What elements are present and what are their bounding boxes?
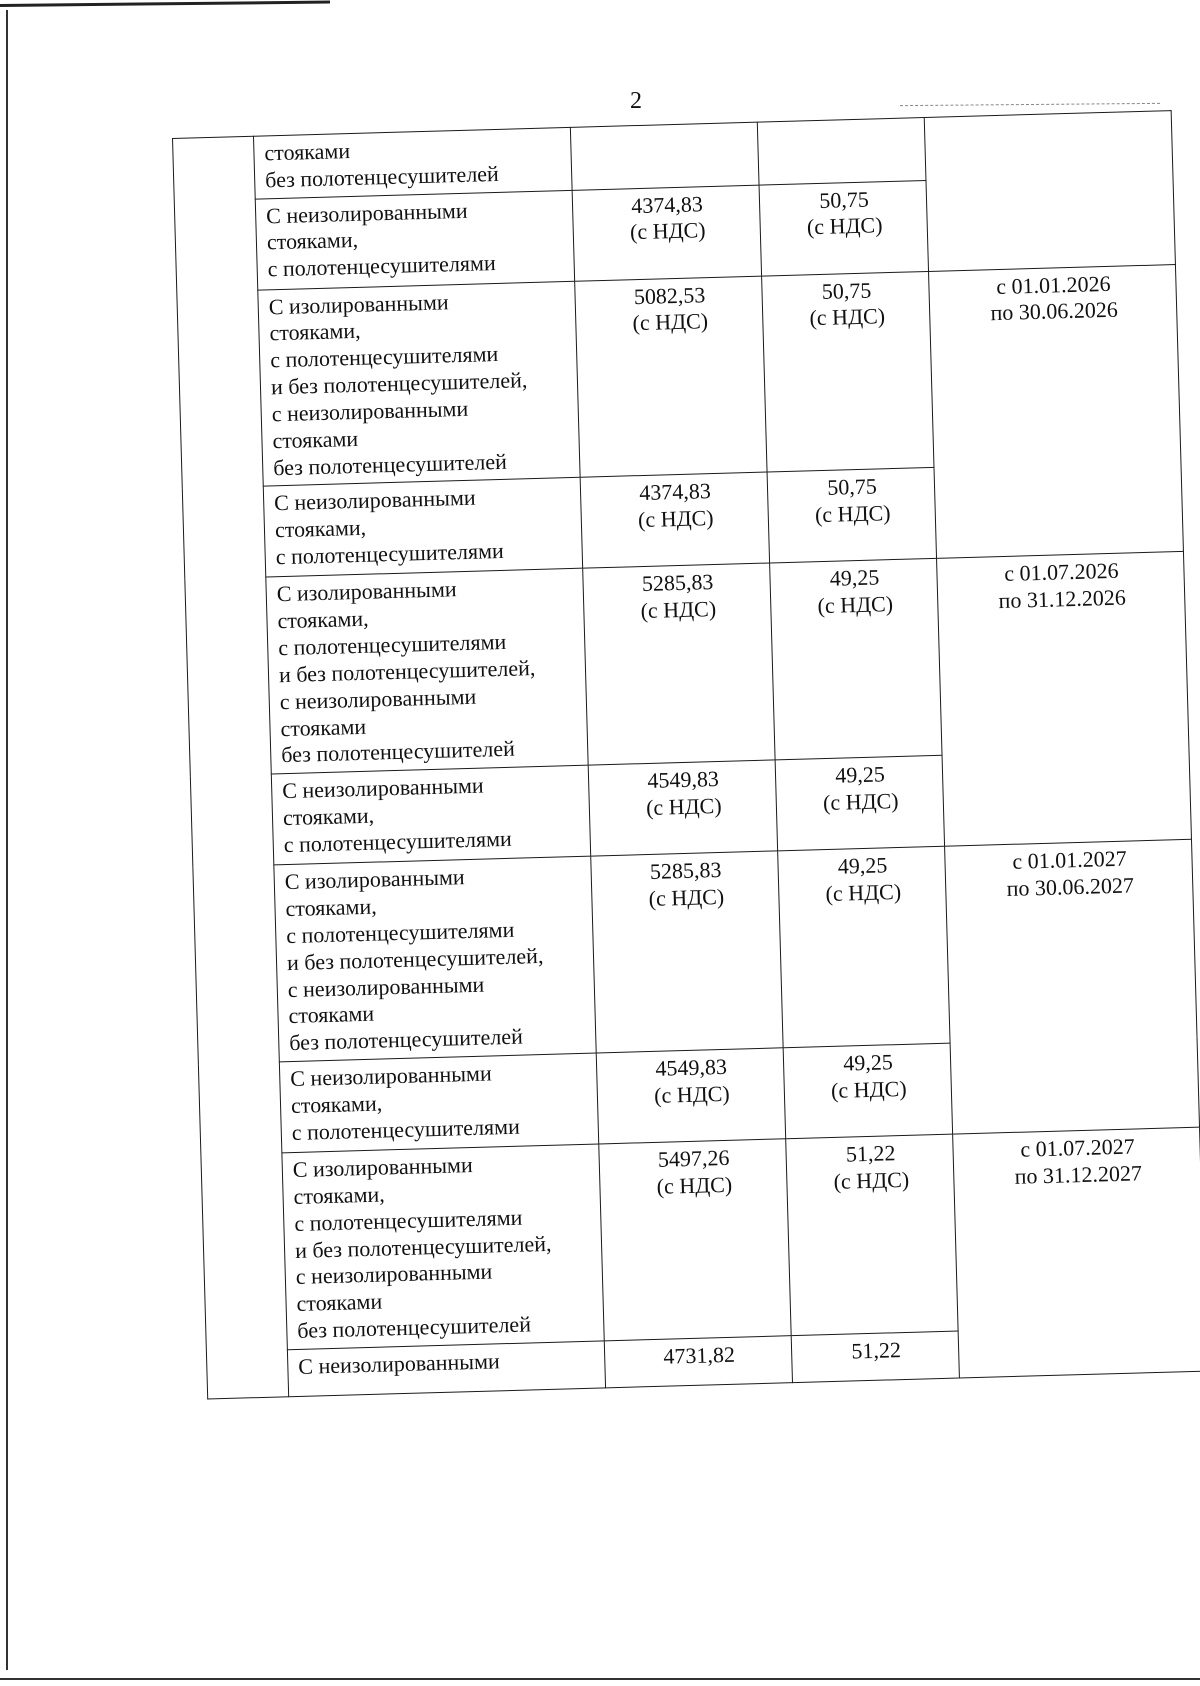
table-row — [193, 840, 1197, 1065]
description-line: с полотенцесушителями — [285, 916, 515, 949]
volume-cell — [759, 180, 928, 276]
description-line: стояками, — [285, 893, 377, 922]
description-cell — [282, 1144, 604, 1350]
price-value: 4549,83 — [655, 1053, 728, 1081]
table-row — [201, 1127, 1200, 1352]
description-line: С изолированными — [268, 289, 449, 320]
period-to: по 31.12.2027 — [1014, 1160, 1143, 1189]
price-value: 5082,53 — [633, 281, 706, 309]
price-cell — [599, 1139, 791, 1341]
vat-note: (с НДС) — [814, 500, 891, 528]
period-cell — [924, 111, 1175, 271]
volume-cell — [783, 1043, 952, 1139]
description-line: стояками — [296, 1288, 383, 1317]
volume-cell — [770, 559, 942, 760]
price-value: 5285,83 — [641, 569, 714, 597]
description-line: С неизолированными — [281, 772, 484, 804]
description-line: с полотенцесушителями — [283, 825, 513, 858]
volume-cell — [757, 117, 926, 184]
vat-note: (с НДС) — [656, 1171, 733, 1199]
description-line: без полотенцесушителей — [296, 1311, 532, 1343]
volume-value: 49,25 — [842, 1049, 894, 1076]
description-line: с неизолированными — [279, 683, 477, 714]
scan-edge-dash — [900, 103, 1160, 106]
description-cell — [263, 478, 582, 578]
volume-value: 49,25 — [837, 852, 888, 879]
price-cell — [572, 185, 761, 281]
price-value: 5285,83 — [649, 857, 722, 885]
description-line: стояками — [280, 713, 367, 741]
description-line: с полотенцесушителями — [291, 1113, 521, 1145]
description-line: и без полотенцесушителей, — [294, 1230, 552, 1263]
description-line: стояками — [288, 1001, 375, 1029]
price-cell — [588, 760, 777, 856]
period-to: по 30.06.2026 — [990, 297, 1119, 326]
description-line: без полотенцесушителей — [264, 160, 500, 193]
price-cell — [604, 1336, 792, 1388]
period-to: по 30.06.2027 — [1006, 872, 1135, 902]
vat-note: (с НДС) — [632, 308, 709, 336]
document-sheet — [172, 110, 1200, 1399]
volume-cell — [786, 1134, 958, 1335]
description-line: С неизолированными — [265, 197, 468, 229]
period-cell — [937, 552, 1192, 847]
description-line: и без полотенцесушителей, — [286, 942, 544, 975]
vat-note: (с НДС) — [653, 1080, 730, 1108]
scan-edge-left — [6, 10, 8, 1670]
description-line: с полотенцесушителями — [293, 1204, 523, 1236]
description-line: стояками — [264, 138, 351, 166]
table-row — [177, 264, 1181, 489]
period-from: с 01.01.2027 — [1012, 845, 1127, 875]
volume-value: 50,75 — [826, 473, 878, 501]
description-line: с полотенцесушителями — [269, 341, 499, 373]
price-cell — [575, 276, 767, 478]
description-cell — [279, 1053, 598, 1153]
period-from: с 01.07.2026 — [1004, 558, 1119, 587]
description-line: стояками, — [282, 802, 375, 831]
description-line: стояками — [272, 425, 359, 454]
period-to: по 31.12.2026 — [998, 584, 1127, 614]
description-line: С изолированными — [284, 864, 465, 895]
period-cell — [929, 264, 1184, 559]
description-cell — [274, 856, 596, 1062]
description-line: С неизолированными — [273, 485, 476, 516]
volume-value: 50,75 — [818, 186, 870, 213]
price-cell — [580, 472, 769, 568]
volume-cell — [791, 1331, 959, 1383]
vat-note: (с НДС) — [833, 1166, 910, 1194]
price-cell — [570, 122, 759, 190]
vat-note: (с НДС) — [645, 792, 722, 821]
description-line: без полотенцесушителей — [288, 1023, 524, 1056]
vat-note: (с НДС) — [830, 1075, 907, 1103]
period-cell — [953, 1127, 1200, 1378]
description-line: с неизолированными — [271, 395, 469, 427]
price-value: 4731,82 — [663, 1341, 736, 1369]
vat-note: (с НДС) — [825, 879, 902, 907]
vat-note: (с НДС) — [640, 596, 717, 624]
vat-note: (с НДС) — [629, 217, 706, 245]
description-line: стояками, — [293, 1181, 386, 1209]
vat-note: (с НДС) — [648, 883, 725, 912]
vat-note: (с НДС) — [806, 212, 883, 240]
description-line: без полотенцесушителей — [272, 448, 508, 480]
period-from: с 01.01.2026 — [995, 270, 1111, 299]
description-cell — [287, 1341, 605, 1397]
volume-cell — [778, 846, 950, 1047]
volume-value: 51,22 — [851, 1336, 902, 1364]
vat-note: (с НДС) — [822, 788, 899, 816]
description-cell — [253, 127, 572, 198]
description-line: с полотенцесушителями — [277, 628, 507, 661]
description-line: С неизолированными — [289, 1060, 492, 1092]
description-line: стояками, — [290, 1090, 383, 1118]
description-line: стояками, — [277, 605, 369, 634]
price-value: 4549,83 — [647, 766, 720, 794]
description-line: с неизолированными — [287, 971, 485, 1002]
price-value: 4374,83 — [630, 190, 704, 218]
description-cell — [258, 281, 580, 487]
volume-value: 49,25 — [829, 564, 880, 592]
volume-cell — [762, 271, 934, 472]
description-line: С неизолированными — [297, 1348, 501, 1379]
description-cell — [271, 765, 590, 865]
description-line: с полотенцесушителями — [267, 250, 497, 282]
price-value: 4374,83 — [638, 478, 712, 506]
tariff-table — [172, 110, 1200, 1399]
description-line: стояками, — [266, 227, 359, 255]
vat-note: (с НДС) — [817, 591, 894, 619]
scan-edge-top — [0, 1, 330, 7]
description-line: стояками, — [274, 515, 367, 543]
description-cell — [266, 569, 588, 775]
period-cell — [945, 840, 1200, 1135]
volume-value: 51,22 — [845, 1140, 896, 1167]
price-cell — [596, 1048, 785, 1144]
description-cell — [255, 190, 574, 290]
description-line: с полотенцесушителями — [275, 538, 505, 570]
description-line: С изолированными — [292, 1152, 473, 1183]
description-line: и без полотенцесушителей, — [270, 367, 528, 400]
scan-edge-bottom — [0, 1678, 1200, 1680]
price-cell — [591, 851, 783, 1053]
description-line: и без полотенцесушителей, — [278, 655, 536, 688]
volume-value: 50,75 — [821, 277, 872, 304]
description-line: с неизолированными — [295, 1258, 493, 1290]
vat-note: (с НДС) — [637, 505, 714, 533]
vat-note: (с НДС) — [809, 303, 886, 331]
description-line: С изолированными — [276, 576, 457, 607]
period-from: с 01.07.2027 — [1020, 1133, 1135, 1162]
description-line: без полотенцесушителей — [280, 736, 516, 768]
volume-value: 49,25 — [834, 761, 886, 788]
volume-cell — [775, 755, 944, 851]
page-number: 2 — [630, 88, 642, 114]
price-value: 5497,26 — [657, 1144, 730, 1172]
volume-cell — [767, 468, 936, 564]
price-cell — [583, 563, 775, 765]
description-line: стояками, — [269, 318, 361, 346]
table-row — [185, 552, 1189, 777]
